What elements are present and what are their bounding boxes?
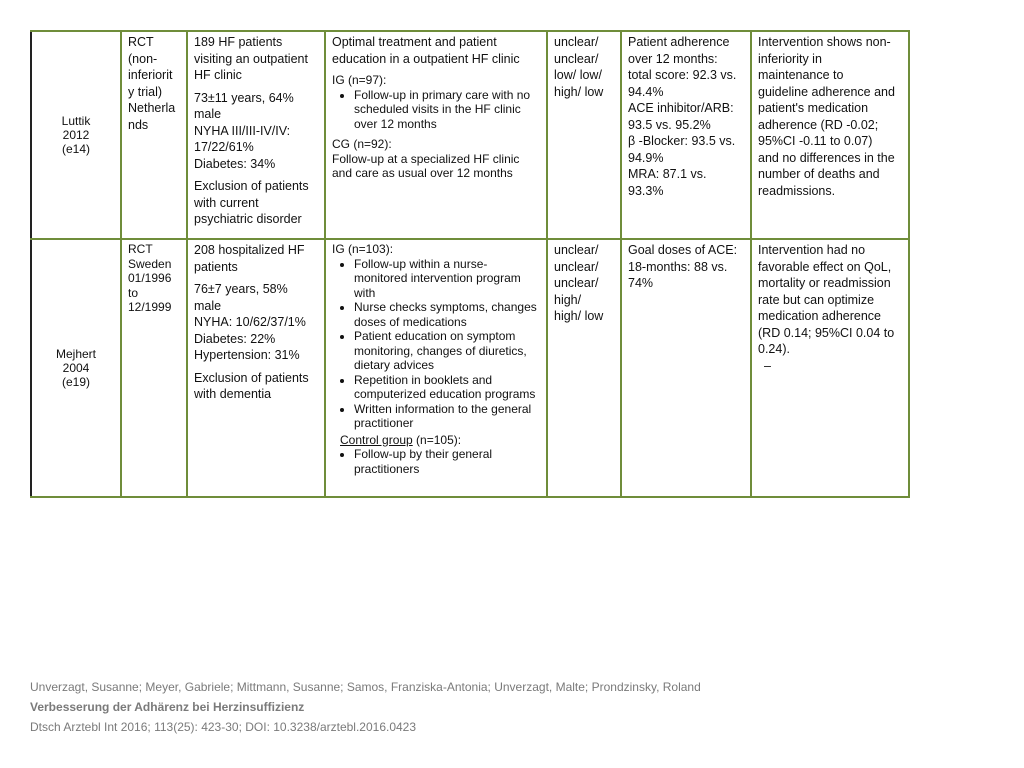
study-reference: (e19) [61,375,90,389]
evidence-table [30,30,910,498]
result-cell [751,239,909,497]
design-text: RCT Sweden 01/1996 to 12/1999 [128,242,172,314]
study-reference: (e14) [61,142,90,156]
population-exclusion: Exclusion of patients with current psychiatric disorder [194,179,309,226]
intervention-cell [325,239,547,497]
ig-list [332,88,540,132]
study-year: 2012 [62,128,90,142]
list-item: • Follow-up by their general practitioners [354,447,540,476]
cg-list [332,447,540,476]
study-year: 2004 [62,361,90,375]
intervention-cell [325,31,547,239]
list-item: • Follow-up within a nurse-monitored intervention program with [354,257,540,301]
population-characteristics: 76±7 years, 58% male NYHA: 10/62/37/1% Diabetes: 22% Hypertension: 31% [194,282,306,362]
bias-cell [547,239,621,497]
population-summary: 208 hospitalized HF patients [194,243,305,274]
intervention-intro: Optimal treatment and patient education in a outpatient HF clinic [332,35,520,66]
ig-label: IG (n=103): [332,242,394,256]
study-name: Mejhert [55,347,96,361]
outcome-text: Patient adherence over 12 months: total score: 92.3 vs. 94.4% ACE inhibitor/ARB: 93.5 vs. 95.2% β -Blocker: 93.5 vs. 94.9% MRA: 87.1 vs. 93.3% [628,35,737,198]
cg-label: CG (n=92): [332,137,392,151]
list-item: • Patient education on symptom monitoring, changes of diuretics, dietary advices [354,329,540,373]
ig-label: IG (n=97): [332,73,387,87]
study-name: Luttik [61,114,91,128]
population-cell [187,31,325,239]
study-cell [31,31,121,239]
table-row [31,31,909,239]
design-text: RCT (non- inferiorit y trial) Netherla nds [128,35,176,132]
cg-label: Control group [340,432,413,447]
cg-count: (n=105): [412,432,462,447]
study-cell [31,239,121,497]
bias-text: unclear/ unclear/ unclear/ high/ high/ low [554,243,604,323]
result-cell [751,31,909,239]
citation-title: Verbesserung der Adhärenz bei Herzinsuffizienz [30,700,305,714]
table-row [31,239,909,497]
list-item: • Nurse checks symptoms, changes doses of medications [354,300,540,329]
bias-text: unclear/ unclear/ low/ low/ high/ low [554,35,604,99]
result-text: Intervention had no favorable effect on QoL, mortality or readmission rate but can optimize medication adherence (RD 0.14; 95%CI 0.04 to 0.24). [758,243,895,356]
result-dash: – [764,358,771,373]
ig-list [332,257,540,431]
result-text: Intervention shows non- inferiority in maintenance to guideline adherence and patient's medication adherence (RD -0.02; 95%CI -0.11 to 0.07) and no differences in the number of deaths and readmissions. [758,35,895,198]
population-characteristics: 73±11 years, 64% male NYHA III/III-IV/IV: 17/22/61% Diabetes: 34% [194,90,294,171]
outcome-cell [621,31,751,239]
cg-text: Follow-up at a specialized HF clinic and care as usual over 12 months [332,151,520,180]
citation-authors: Unverzagt, Susanne; Meyer, Gabriele; Mittmann, Susanne; Samos, Franziska-Antonia; Unverzagt, Malte; Prondzinsky, Roland [30,680,701,694]
list-item: • Follow-up in primary care with no scheduled visits in the HF clinic over 12 months [354,88,540,132]
citation-source: Dtsch Arztebl Int 2016; 113(25): 423-30; DOI: 10.3238/arztebl.2016.0423 [30,720,417,734]
design-cell [121,239,187,497]
population-summary: 189 HF patients visiting an outpatient HF clinic [194,35,308,82]
outcome-cell [621,239,751,497]
cg-heading [332,433,540,448]
population-cell [187,239,325,497]
list-item: • Repetition in booklets and computerized education programs [354,373,540,402]
design-cell [121,31,187,239]
population-exclusion: Exclusion of patients with dementia [194,370,309,401]
bias-cell [547,31,621,239]
citation-footer [30,677,990,737]
outcome-text: Goal doses of ACE: 18-months: 88 vs. 74% [628,243,738,290]
list-item: • Written information to the general practitioner [354,402,540,431]
